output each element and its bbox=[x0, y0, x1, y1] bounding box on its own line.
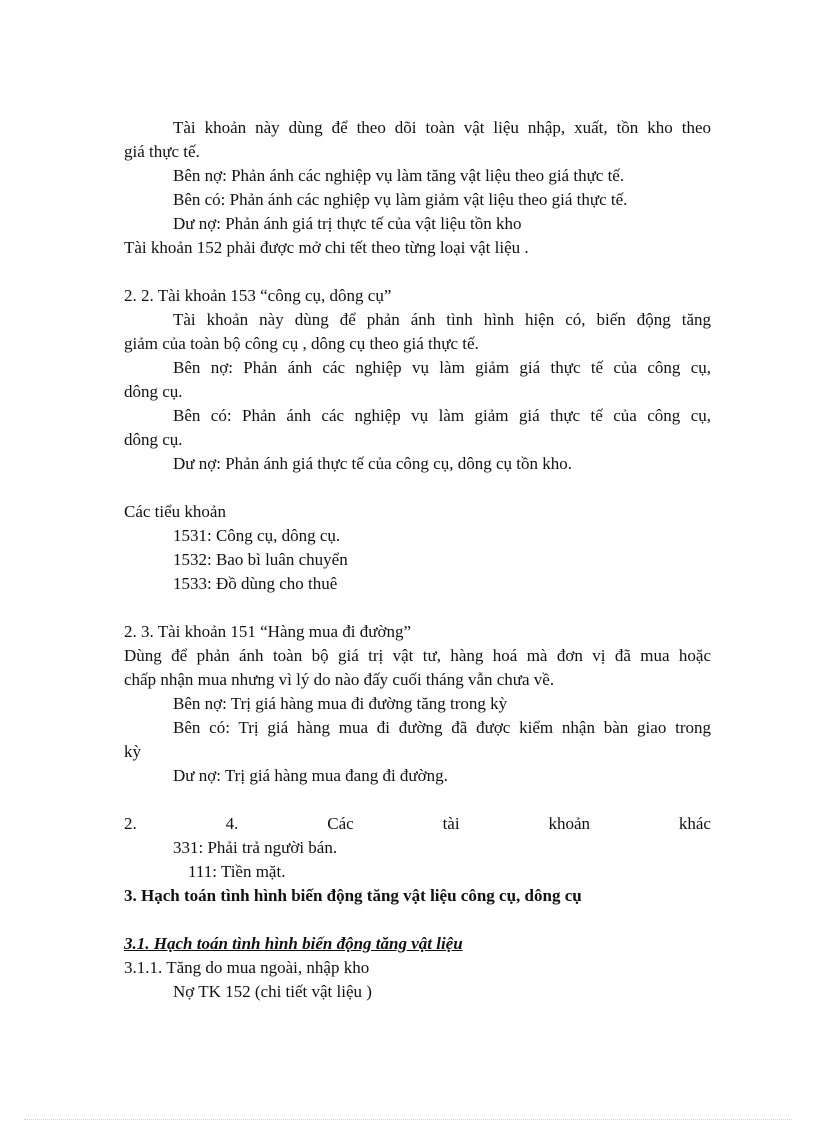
subsection-heading: 3.1. Hạch toán tình hình biến động tăng vật liệu bbox=[124, 934, 463, 953]
heading-word: khác bbox=[678, 814, 711, 833]
heading-word: 4. bbox=[225, 814, 239, 833]
paragraph-line: dông cụ. bbox=[124, 430, 183, 449]
paragraph-line: giá thực tế. bbox=[124, 142, 200, 161]
page-edge-divider bbox=[24, 1119, 792, 1120]
list-item: 331: Phải trả người bán. bbox=[173, 838, 338, 857]
heading-word: 2. bbox=[124, 814, 137, 833]
paragraph-line: dông cụ. bbox=[124, 382, 183, 401]
chapter-heading: 3. Hạch toán tình hình biến động tăng vật liệu công cụ, dông cụ bbox=[124, 886, 582, 905]
section-heading: 2. 3. Tài khoản 151 “Hàng mua đi đường” bbox=[124, 622, 411, 641]
section-heading: 2. 2. Tài khoản 153 “công cụ, dông cụ” bbox=[124, 286, 392, 305]
paragraph-line: Nợ TK 152 (chi tiết vật liệu ) bbox=[173, 982, 372, 1001]
paragraph-line: chấp nhận mua nhưng vì lý do nào đấy cuối tháng vẫn chưa về. bbox=[124, 670, 555, 689]
subsection-title: 3.1.1. Tăng do mua ngoài, nhập kho bbox=[124, 958, 370, 977]
list-item: 1533: Đồ dùng cho thuê bbox=[173, 574, 338, 593]
paragraph-line: Dư nợ: Phản ánh giá trị thực tế của vật liệu tồn kho bbox=[173, 214, 522, 233]
heading-word: khoản bbox=[548, 814, 590, 833]
paragraph-line: Bên có: Trị giá hàng mua đi đường đã được kiểm nhận bàn giao trong bbox=[173, 718, 711, 737]
paragraph-line: Bên có: Phản ánh các nghiệp vụ làm giảm giá thực tế của công cụ, bbox=[173, 406, 711, 425]
paragraph-line: Bên nợ: Phản ánh các nghiệp vụ làm giảm giá thực tế của công cụ, bbox=[173, 358, 711, 377]
heading-word: Các bbox=[327, 814, 354, 833]
paragraph-line: Tài khoản 152 phải được mở chi tết theo từng loại vật liệu . bbox=[124, 238, 529, 257]
list-item: 1532: Bao bì luân chuyển bbox=[173, 550, 348, 569]
paragraph-line: Bên nợ: Trị giá hàng mua đi đường tăng trong kỳ bbox=[173, 694, 508, 713]
heading-word: tài bbox=[442, 814, 460, 833]
paragraph-line: Tài khoản này dùng để phản ánh tình hình hiện có, biến động tăng bbox=[173, 310, 711, 329]
paragraph-line: Dư nợ: Trị giá hàng mua đang đi đường. bbox=[173, 766, 448, 785]
paragraph-line: Bên có: Phản ánh các nghiệp vụ làm giảm vật liệu theo giá thực tế. bbox=[173, 190, 628, 209]
paragraph-line: Các tiểu khoản bbox=[124, 502, 226, 521]
paragraph-line: Dùng để phản ánh toàn bộ giá trị vật tư, hàng hoá mà đơn vị đã mua hoặc bbox=[124, 646, 711, 665]
paragraph-line: Bên nợ: Phản ánh các nghiệp vụ làm tăng vật liệu theo giá thực tế. bbox=[173, 166, 625, 185]
list-item: 111: Tiền mặt. bbox=[188, 862, 286, 881]
section-heading bbox=[124, 812, 711, 836]
list-item: 1531: Công cụ, dông cụ. bbox=[173, 526, 341, 545]
paragraph-line: giảm của toàn bộ công cụ , dông cụ theo giá thực tế. bbox=[124, 334, 479, 353]
paragraph-line: kỳ bbox=[124, 742, 141, 761]
paragraph-line: Tài khoản này dùng để theo dõi toàn vật liệu nhập, xuất, tồn kho theo bbox=[173, 118, 711, 137]
paragraph-line: Dư nợ: Phản ánh giá thực tế của công cụ, dông cụ tồn kho. bbox=[173, 454, 572, 473]
